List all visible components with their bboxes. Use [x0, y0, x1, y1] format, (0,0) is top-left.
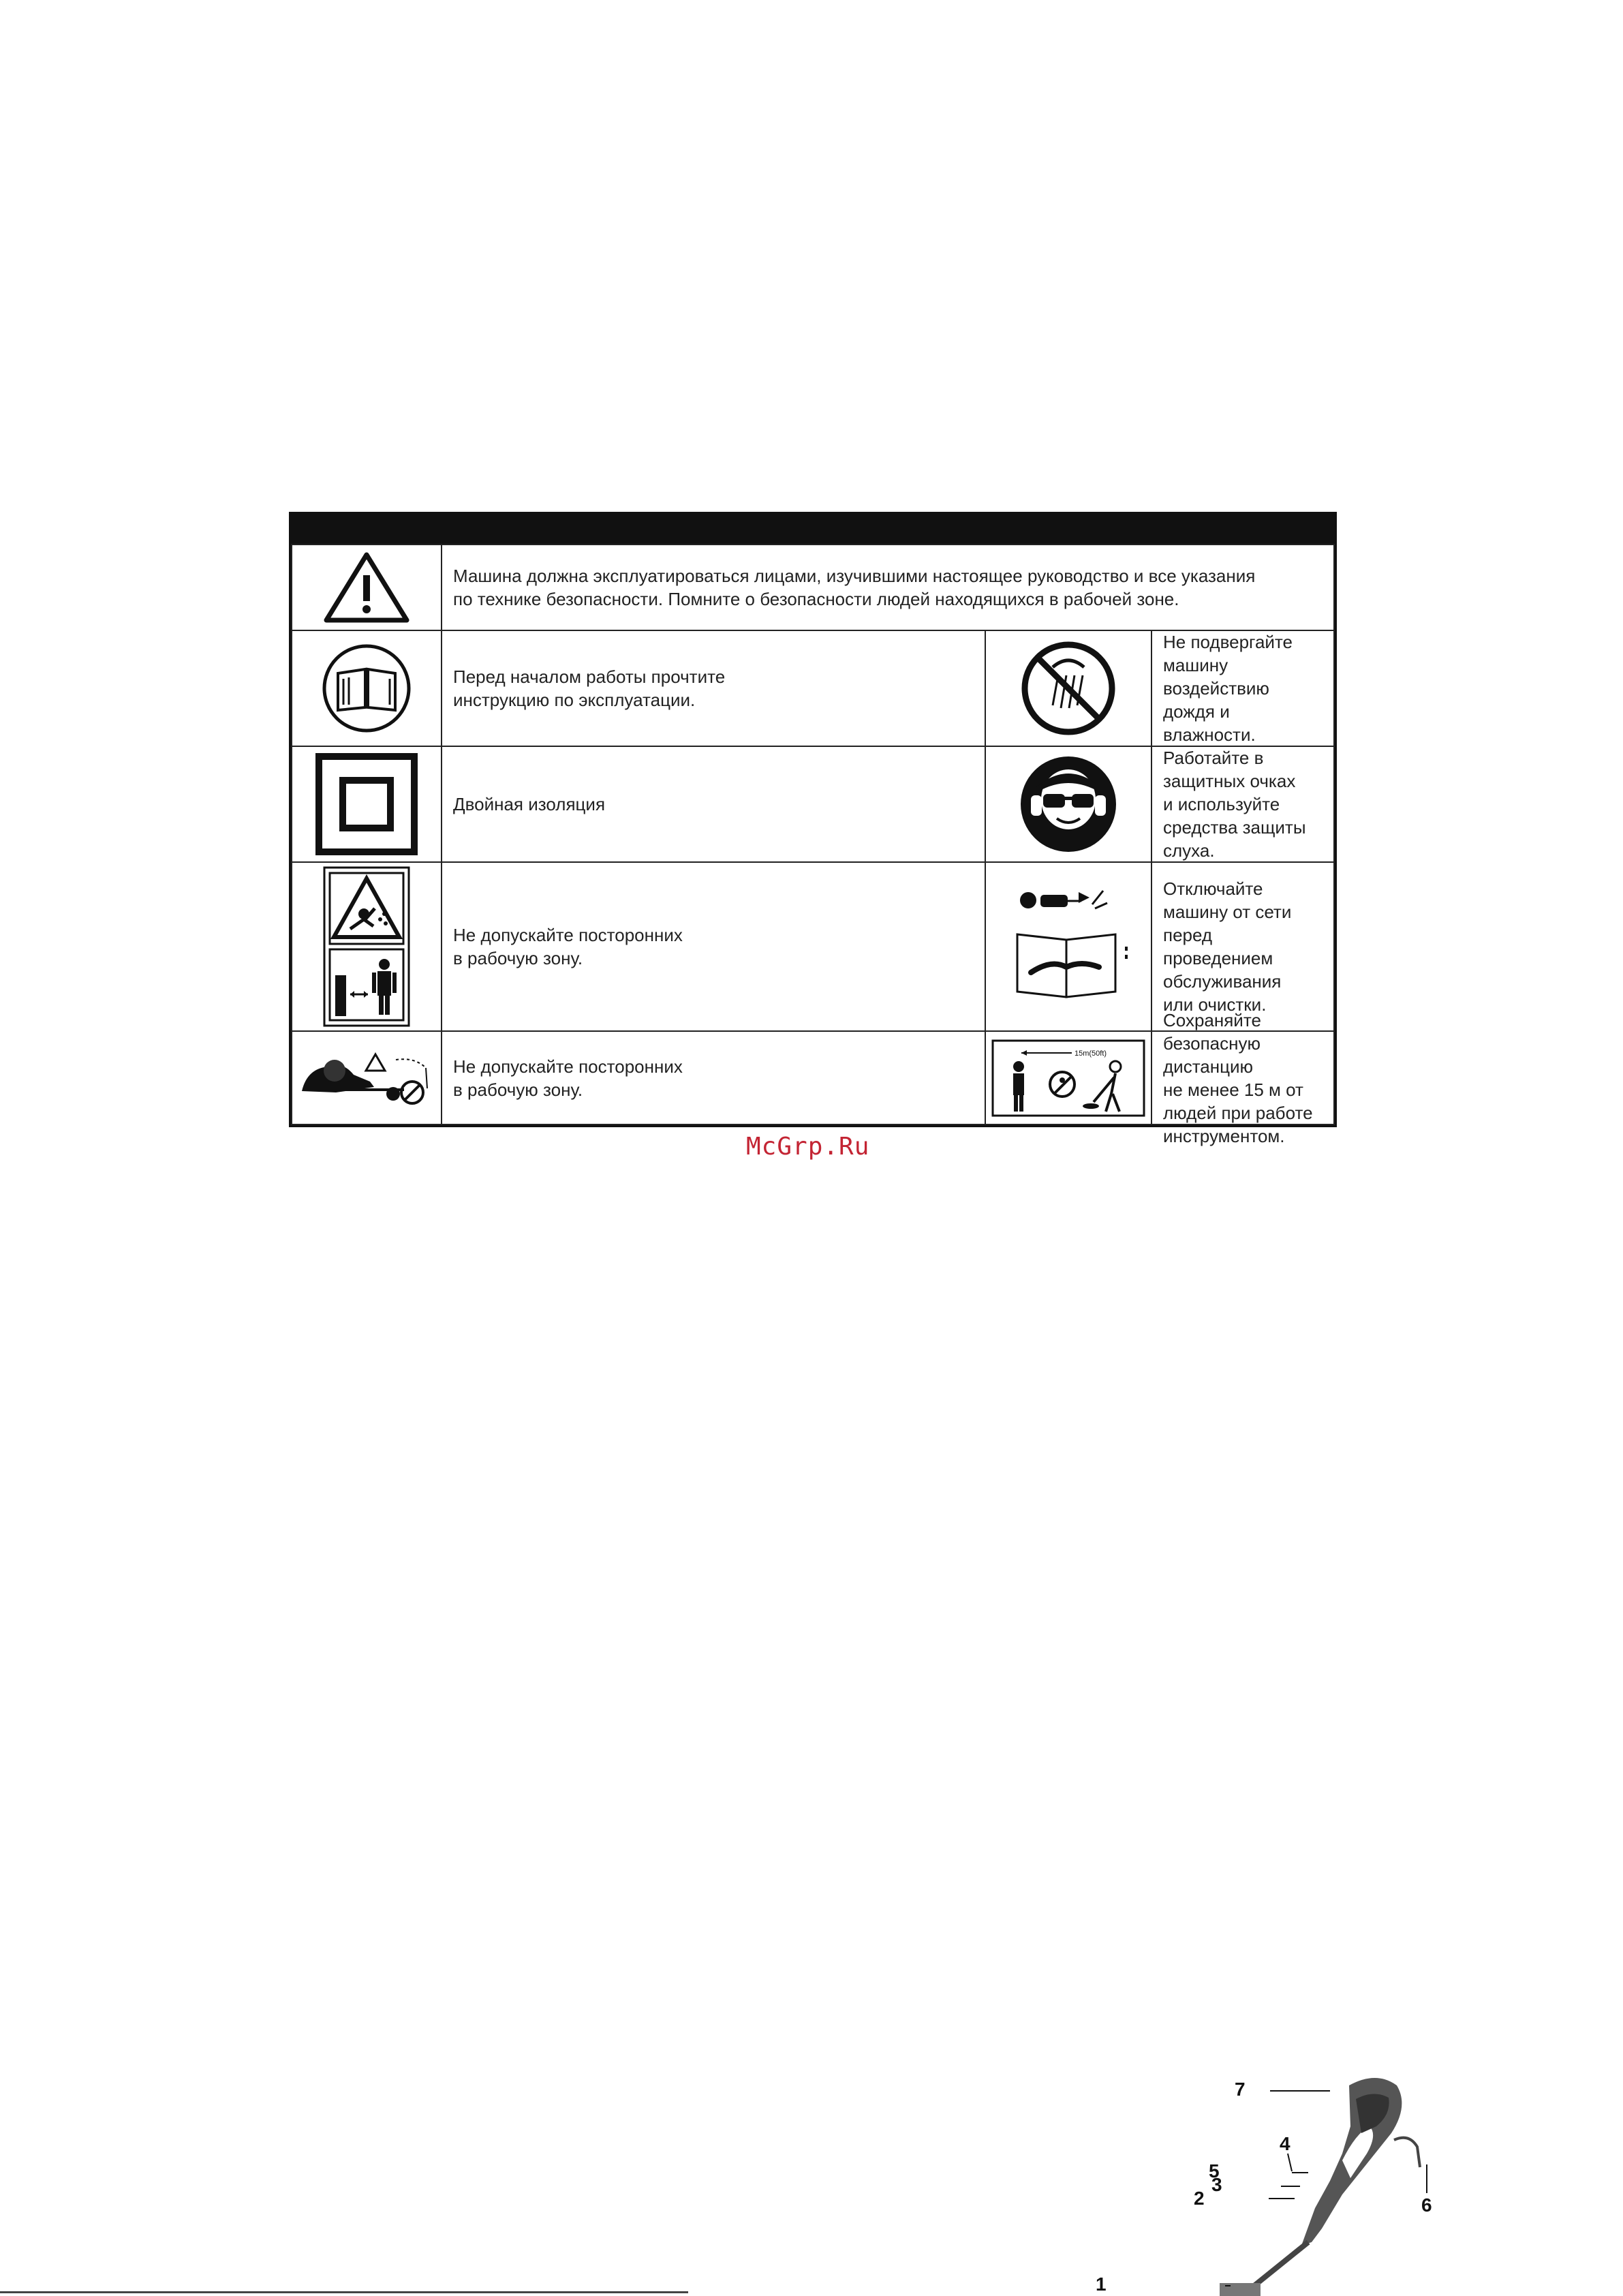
row1-text: Машина должна эксплуатироваться лицами, изучившими настоящее руководство и все указания по технике безопасности. Помните о безопасности людей находящихся в рабочей зоне.: [441, 544, 1335, 631]
safe-distance-icon: [991, 1039, 1145, 1117]
callout-6: 6: [1421, 2194, 1432, 2216]
read-manual-cell: [291, 630, 442, 747]
callout-2: 2: [1194, 2188, 1205, 2209]
unplug-before-maintenance-icon: [1004, 872, 1133, 1022]
trimmer-hazard-cell: [291, 1030, 442, 1125]
read-manual-icon: [319, 641, 414, 736]
row3-left-text: Двойная изоляция: [441, 746, 986, 863]
eye-ear-protection-icon: [1017, 753, 1119, 855]
bystanders-warning-cell: [291, 861, 442, 1032]
unplug-before-maintenance-cell: [985, 861, 1152, 1032]
callout-7: 7: [1235, 2079, 1246, 2100]
safety-symbols-table: [289, 512, 1337, 1146]
double-insulation-cell: [291, 746, 442, 863]
no-rain-cell: [985, 630, 1152, 747]
bottom-divider: [0, 2291, 688, 2293]
watermark-link[interactable]: McGrp.Ru: [746, 1133, 870, 1161]
row3-right-text: Работайте в защитных очках и используйте средства защиты слуха.: [1151, 746, 1335, 863]
callout-4: 4: [1280, 2133, 1290, 2154]
safe-distance-cell: [985, 1030, 1152, 1125]
trimmer-hazard-icon: [295, 1041, 438, 1116]
bystanders-warning-icon: [323, 866, 410, 1027]
distance-label: 15m(50ft): [1075, 1049, 1107, 1058]
row2-right-text: Не подвергайте машину воздействию дождя и влажности.: [1151, 630, 1335, 747]
table-header-bar: [291, 514, 1335, 544]
warning-triangle-cell: [291, 544, 442, 631]
row2-left-text: Перед началом работы прочтите инструкцию по эксплуатации.: [441, 630, 986, 747]
row5-right-text: безопасную дистанцию не менее 15 м от людей при работе инструментом.: [1151, 1030, 1335, 1125]
eye-ear-protection-cell: [985, 746, 1152, 863]
callout-1: 1: [1096, 2274, 1107, 2295]
callout-5: 5: [1209, 2160, 1220, 2182]
row5-left-text: Не допускайте посторонних в рабочую зону.: [441, 1030, 986, 1125]
warning-triangle-icon: [322, 551, 411, 624]
double-insulation-icon: [315, 753, 418, 855]
callout-3: 3: [1211, 2174, 1222, 2195]
trimmer-illustration: [1083, 2058, 1465, 2296]
row4-left-text: Не допускайте посторонних в рабочую зону.: [441, 861, 986, 1032]
trimmer-diagram: [1083, 2058, 1465, 2296]
row4-right-text: Отключайте машину от сети перед проведением обслуживания или очистки.: [1151, 861, 1335, 1032]
no-rain-icon: [1017, 637, 1119, 739]
